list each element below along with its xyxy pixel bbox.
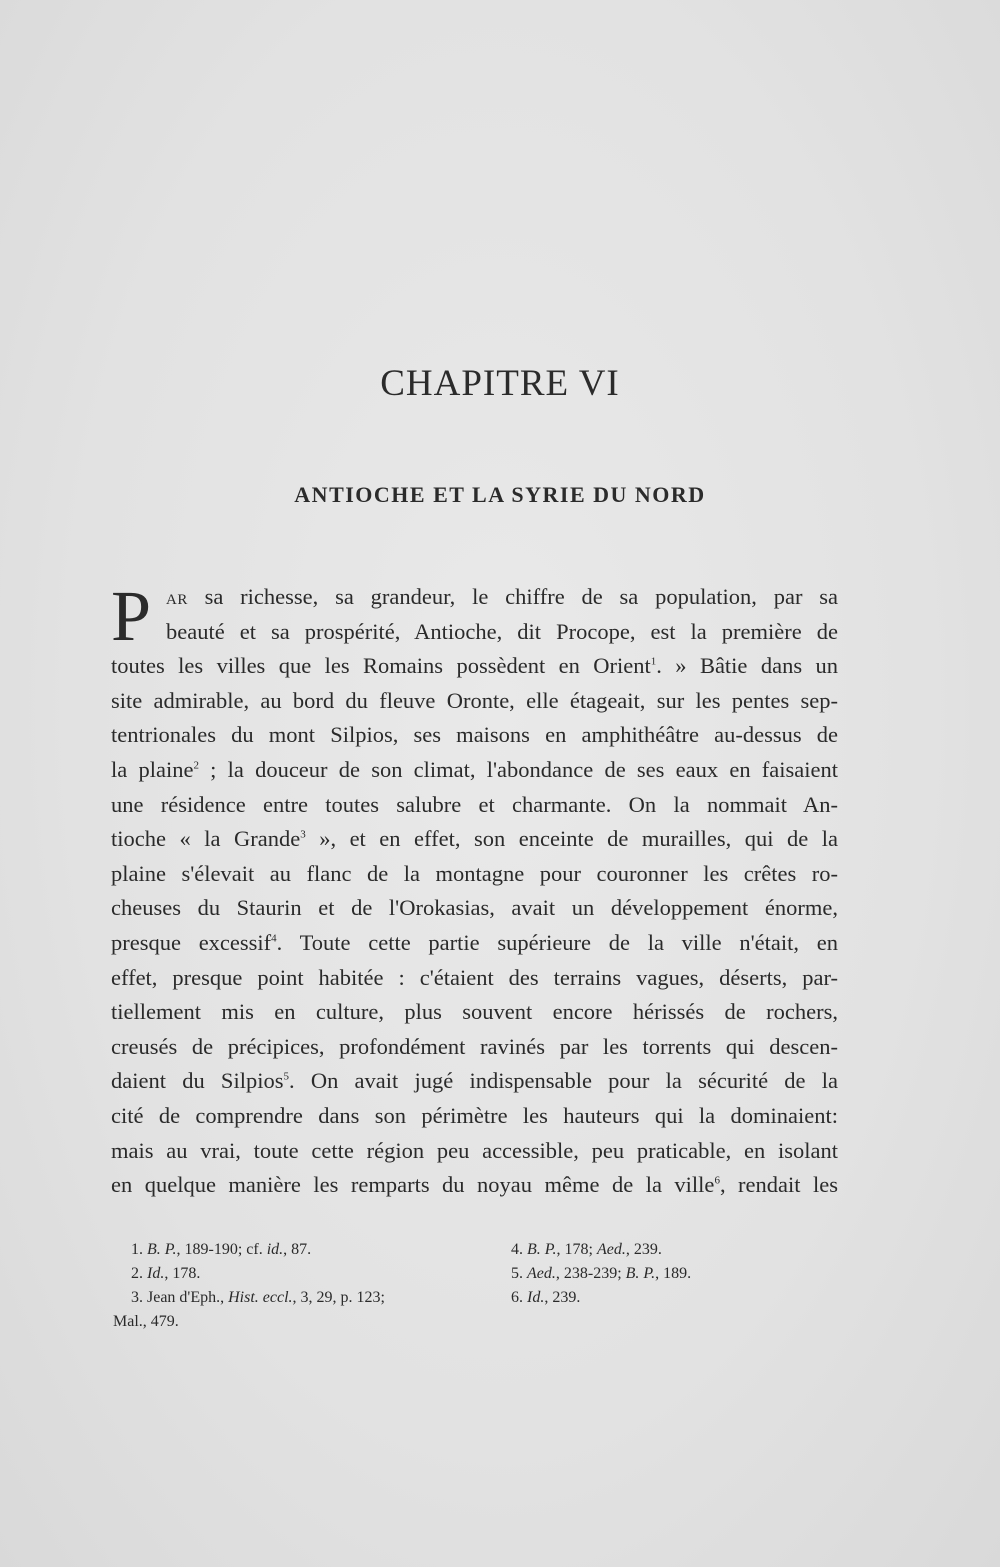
citation-italic: Id. <box>147 1265 165 1282</box>
footnote-number: 6. <box>511 1289 527 1306</box>
small-caps-text: AR <box>166 592 188 608</box>
line-text: , rendait les <box>719 1172 838 1198</box>
text-line <box>111 1064 838 1099</box>
line-text: beauté et sa prospérité, Antioche, dit Procope, est la première de <box>166 618 838 644</box>
line-text: mais au vrai, toute cette région peu accessible, peu praticable, en isolant <box>111 1137 838 1163</box>
citation-text: , 238-239; <box>555 1265 626 1282</box>
citation-italic: B. P. <box>625 1265 656 1282</box>
citation-text: , 189-190; cf. <box>176 1241 267 1258</box>
line-text: . Toute cette partie supérieure de la ville n'était, en <box>276 929 838 955</box>
footnote <box>113 1262 473 1286</box>
line-text: », et en effet, son enceinte de murailles, qui de la <box>305 826 838 852</box>
text-line <box>111 580 838 615</box>
line-text: toutes les villes que les Romains possèdent en Orient <box>111 653 651 679</box>
line-text: sa richesse, sa grandeur, le chiffre de sa population, par sa <box>187 584 838 609</box>
footnotes-left-column <box>113 1238 473 1334</box>
citation-italic: Hist. eccl. <box>228 1289 293 1306</box>
footnote <box>511 1262 831 1286</box>
text-line <box>111 753 838 788</box>
paragraph <box>111 576 839 1203</box>
text-line <box>111 961 838 996</box>
text-line <box>111 649 838 684</box>
footnote-continuation: Mal., 479. <box>113 1313 179 1330</box>
footnote-number: 2. <box>131 1265 147 1282</box>
chapter-title: CHAPITRE VI <box>380 363 620 404</box>
citation-italic: Id. <box>527 1289 545 1306</box>
line-text: creusés de précipices, profondément ravinés par les torrents qui descen- <box>111 1033 838 1059</box>
citation-text: , 239. <box>625 1241 662 1258</box>
footnotes-right-column <box>511 1238 831 1310</box>
line-text: ; la douceur de son climat, l'abondance de ses eaux en faisaient <box>198 756 838 782</box>
line-text: daient du Silpios <box>111 1068 284 1094</box>
footnote-number: 1. <box>131 1241 147 1258</box>
footnote-number: 5. <box>511 1265 527 1282</box>
footnote <box>511 1238 831 1262</box>
footnote-reference: 2 <box>193 759 199 772</box>
citation-italic: id. <box>266 1241 284 1258</box>
line-text: la plaine <box>111 756 194 782</box>
line-text: tiellement mis en culture, plus souvent encore hérissés de rochers, <box>111 999 838 1025</box>
text-line <box>111 857 838 892</box>
footnote-reference: 4 <box>271 932 277 945</box>
line-text: cheuses du Staurin et de l'Orokasias, avait un développement énorme, <box>111 895 838 921</box>
citation-text: Jean d'Eph., <box>147 1289 229 1306</box>
footnote-reference: 5 <box>283 1070 289 1083</box>
text-line <box>111 1099 838 1134</box>
citation-text: , 87. <box>283 1241 312 1258</box>
text-line <box>111 891 838 926</box>
citation-text: , 3, 29, p. 123; <box>292 1289 385 1306</box>
chapter-subtitle: ANTIOCHE ET LA SYRIE DU NORD <box>294 482 706 507</box>
footnote <box>511 1286 831 1310</box>
line-text: tioche « la Grande <box>111 826 301 852</box>
citation-text: , 239. <box>544 1289 581 1306</box>
line-text: plaine s'élevait au flanc de la montagne pour couronner les crêtes ro- <box>111 860 838 886</box>
line-text: . » Bâtie dans un <box>656 653 838 679</box>
text-line <box>111 684 838 719</box>
text-line <box>111 718 838 753</box>
footnote-reference: 6 <box>714 1174 720 1187</box>
footnote-number: 3. <box>131 1289 147 1306</box>
body-text <box>111 576 839 1203</box>
line-text: site admirable, au bord du fleuve Oronte, elle étageait, sur les pentes sep- <box>111 687 838 713</box>
line-text: effet, presque point habitée : c'étaient des terrains vagues, déserts, par- <box>111 964 838 990</box>
footnote <box>113 1238 473 1262</box>
footnote-number: 4. <box>511 1241 527 1258</box>
line-text: une résidence entre toutes salubre et charmante. On la nommait An- <box>111 791 838 817</box>
text-line <box>111 995 838 1030</box>
line-text: presque excessif <box>111 929 272 955</box>
footnote-reference: 3 <box>300 828 306 841</box>
line-text: en quelque manière les remparts du noyau même de la ville <box>111 1172 715 1198</box>
line-text: tentrionales du mont Silpios, ses maisons en amphithéâtre au-dessus de <box>111 722 838 748</box>
citation-italic: B. P. <box>527 1241 557 1258</box>
citation-italic: Aed. <box>527 1265 556 1282</box>
text-line <box>111 615 838 650</box>
line-text: cité de comprendre dans son périmètre les hauteurs qui la dominaient: <box>111 1102 838 1128</box>
text-line <box>111 1134 838 1169</box>
citation-italic: B. P. <box>147 1241 177 1258</box>
drop-cap: P <box>111 576 152 656</box>
text-line <box>111 788 838 823</box>
citation-italic: Aed. <box>596 1241 626 1258</box>
footnote-reference: 1 <box>650 655 657 668</box>
citation-text: , 178. <box>164 1265 201 1282</box>
citation-text: , 178; <box>556 1241 597 1258</box>
line-text: . On avait jugé indispensable pour la sécurité de la <box>288 1068 839 1094</box>
citation-text: , 189. <box>655 1265 692 1282</box>
footnote <box>113 1286 473 1310</box>
text-line <box>111 1030 838 1065</box>
text-line <box>111 926 838 961</box>
text-line <box>111 822 838 857</box>
text-line <box>111 1168 838 1203</box>
